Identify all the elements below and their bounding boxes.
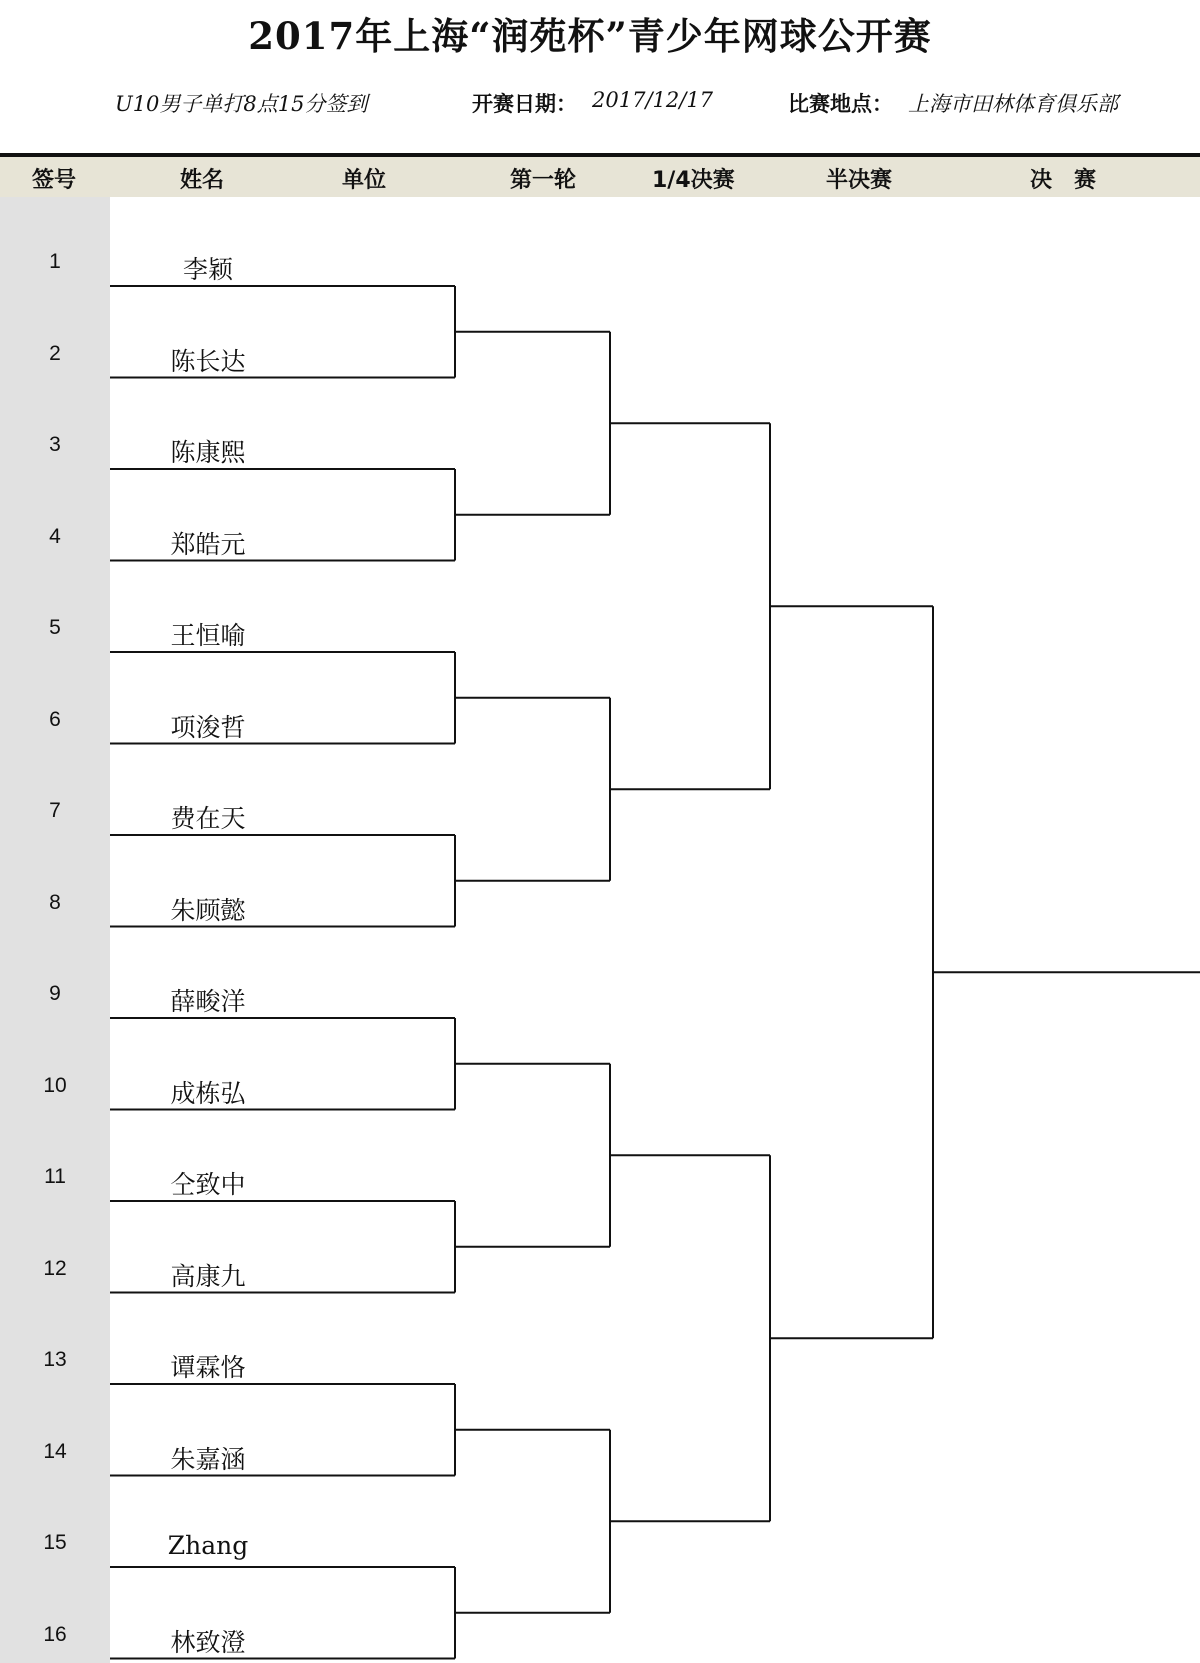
venue-label: 比赛地点：: [788, 92, 893, 116]
player-name: 陈长达: [170, 346, 246, 376]
player-name: 王恒喻: [170, 621, 246, 650]
date-label: 开赛日期：: [472, 92, 577, 116]
seed-number: 8: [49, 890, 61, 914]
player-name: 谭霖恪: [170, 1353, 246, 1382]
date-value: 2017/12/17: [592, 88, 714, 112]
seed-number: 9: [49, 982, 61, 1005]
player-name: 项浚哲: [170, 712, 246, 742]
header-semifinal: 半决赛: [826, 168, 893, 193]
seed-number: 2: [49, 341, 61, 365]
seed-number: 14: [43, 1439, 67, 1463]
header-seed: 签号: [32, 168, 77, 193]
seed-number: 6: [49, 707, 61, 731]
seed-number: 10: [43, 1073, 67, 1097]
player-name: 高康九: [170, 1261, 246, 1291]
player-name: 李颖: [182, 255, 233, 284]
player-name: 朱嘉涵: [170, 1444, 246, 1474]
page-title: 2017年上海“润苑杯”青少年网球公开赛: [248, 14, 932, 58]
player-name: 成栋弘: [170, 1078, 246, 1108]
seed-number: 5: [49, 616, 61, 639]
player-name: 林致澄: [170, 1627, 246, 1657]
seed-number: 11: [44, 1165, 66, 1188]
header-unit: 单位: [342, 168, 387, 193]
seed-number: 4: [49, 524, 61, 548]
seed-number: 3: [49, 433, 61, 456]
player-name: Zhang: [167, 1531, 249, 1560]
event-name: U10男子单打8点15分签到: [115, 92, 368, 116]
seed-number: 12: [43, 1256, 67, 1280]
seed-number: 15: [43, 1531, 67, 1554]
seed-number: 13: [43, 1348, 67, 1371]
seed-number: 1: [49, 250, 61, 273]
header-final: 决 赛: [1030, 168, 1097, 193]
header-quarterfinal: 1/4决赛: [652, 168, 735, 193]
player-name: 仝致中: [170, 1170, 246, 1199]
venue-value: 上海市田林体育俱乐部: [908, 92, 1118, 116]
player-name: 薛畯洋: [170, 987, 246, 1016]
seed-number: 7: [49, 799, 61, 822]
player-name: 费在天: [170, 804, 246, 833]
player-name: 陈康熙: [170, 438, 246, 467]
seed-number: 16: [43, 1622, 67, 1646]
player-name: 朱顾懿: [170, 895, 246, 925]
header-round1: 第一轮: [510, 168, 577, 193]
player-name: 郑皓元: [170, 529, 246, 559]
header-name: 姓名: [180, 168, 225, 193]
